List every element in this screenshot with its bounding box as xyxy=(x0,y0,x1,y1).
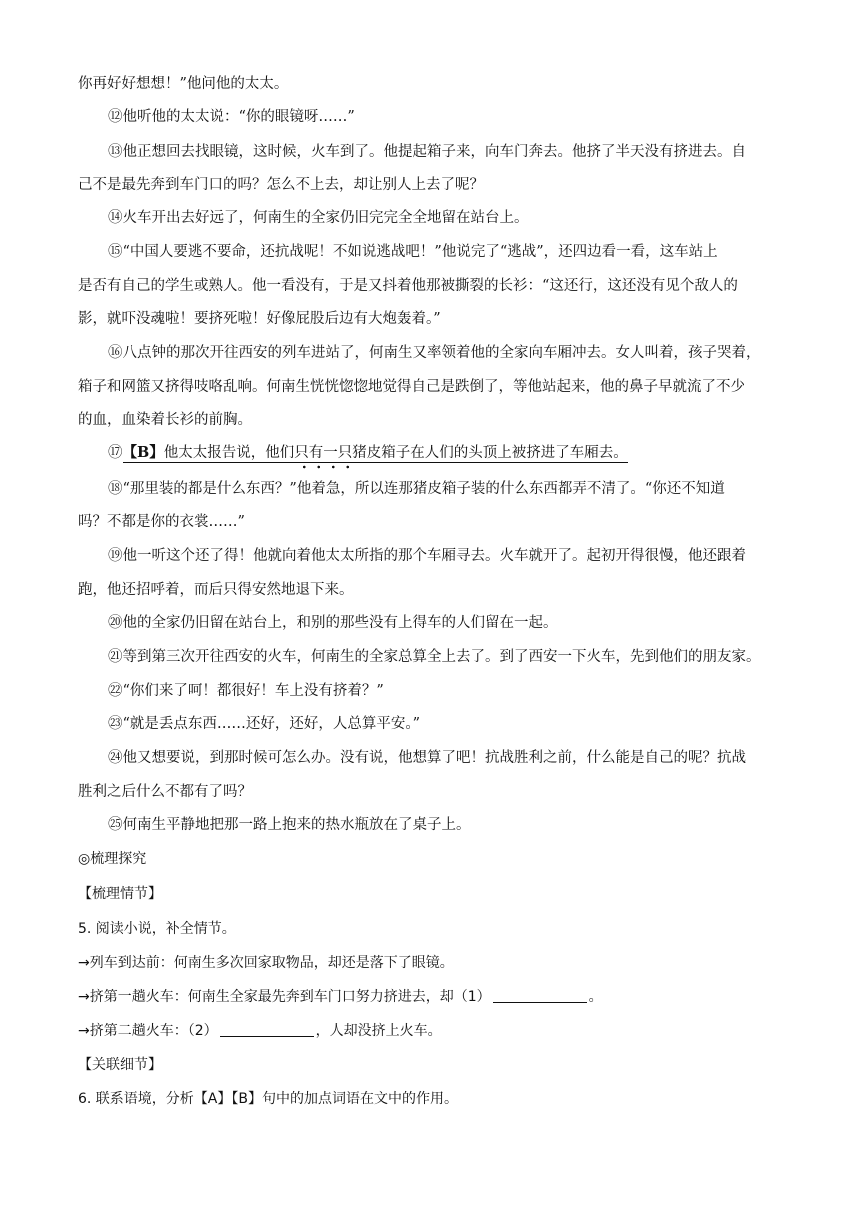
sentence-text: 他太太报告说，他们 xyxy=(163,445,295,461)
paragraph-20: ⑳他的全家仍旧留在站台上，和别的那些没有上得车的人们留在一起。 xyxy=(108,615,558,631)
paragraph-14: ⑭火车开出去好远了，何南生的全家仍旧完完全全地留在站台上。 xyxy=(108,210,529,226)
paragraph-15-line-1: ⑮“中国人要逃不要命，还抗战呢！不如说逃战吧！”他说完了“逃战”，还四边看一看，这车站上 xyxy=(108,244,718,260)
paragraph-16-line-1: ⑯八点钟的那次开往西安的列车进站了，何南生又率领着他的全家向车厢冲去。女人叫着，孩子哭着， xyxy=(108,345,761,361)
paragraph-13-line-2: 己不是最先奔到车门口的吗？怎么不上去，却让别人上去了呢？ xyxy=(78,177,484,193)
paragraph-23: ㉓“就是丢点东西……还好，还好，人总算平安。” xyxy=(108,716,421,732)
item-text: →挤第二趟火车：（2） xyxy=(78,1023,218,1039)
subsection-heading-plot: 【梳理情节】 xyxy=(78,886,162,902)
sentence-tag-b: 【B】 xyxy=(122,444,164,461)
paragraph-18-line-1: ⑱“那里装的都是什么东西？”他着急，所以连那猪皮箱子装的什么东西都弄不清了。“你还不知道 xyxy=(108,481,725,497)
item-text: →挤第一趟火车：何南生全家最先奔到车门口努力挤进去，却（1） xyxy=(78,989,491,1005)
paragraph-19-line-1: ⑲他一听这个还了得！他就向着他太太所指的那个车厢寻去。火车就开了。起初开得很慢，他还跟着 xyxy=(108,548,746,564)
paragraph-line: 你再好好想想！”他问他的太太。 xyxy=(78,76,289,92)
paragraph-25: ㉕何南生平静地把那一路上抱来的热水瓶放在了桌子上。 xyxy=(108,817,471,833)
paragraph-number: ⑰ xyxy=(108,445,123,461)
paragraph-15-line-3: 影，就吓没魂啦！要挤死啦！好像屁股后边有大炮轰着。” xyxy=(78,311,441,327)
paragraph-24-line-2: 胜利之后什么不都有了吗？ xyxy=(78,784,252,800)
question-5-item-2 xyxy=(78,987,603,1007)
paragraph-13-line-1: ⑬他正想回去找眼镜，这时候，火车到了。他提起箱子来，向车门奔去。他挤了半天没有挤进去。自 xyxy=(108,144,746,160)
question-5: 5. 阅读小说，补全情节。 xyxy=(78,921,236,937)
section-heading: ◎梳理探究 xyxy=(78,851,147,867)
paragraph-17 xyxy=(108,443,628,463)
paragraph-16-line-2: 箱子和网篮又挤得吱咯乱响。何南生恍恍惚惚地觉得自己是跌倒了，等他站起来，他的鼻子早就流了不少 xyxy=(78,379,745,395)
paragraph-15-line-2: 是否有自己的学生或熟人。他一看没有，于是又抖着他那被撕裂的长衫：“这还行，这还没有见个敌人的 xyxy=(78,278,738,294)
paragraph-19-line-2: 跑，他还招呼着，而后只得安然地退下来。 xyxy=(78,582,354,598)
item-text: ，人却没挤上火车。 xyxy=(315,1023,442,1039)
paragraph-22: ㉒“你们来了呵！都很好！车上没有挤着？” xyxy=(108,683,384,699)
paragraph-12: ⑫他听他的太太说：“你的眼镜呀……” xyxy=(108,109,355,125)
dotted-emphasis-words: 只有一只 xyxy=(294,445,353,461)
item-text: 。 xyxy=(588,989,603,1005)
subsection-heading-details: 【关联细节】 xyxy=(78,1057,162,1073)
question-5-item-3 xyxy=(78,1021,442,1041)
sentence-text: 猪皮箱子在人们的头顶上被挤进了车厢去。 xyxy=(352,445,628,461)
paragraph-16-line-3: 的血，血染着长衫的前胸。 xyxy=(78,412,252,428)
answer-blank-1[interactable] xyxy=(493,987,587,1003)
question-5-item-1: →列车到达前：何南生多次回家取物品，却还是落下了眼镜。 xyxy=(78,955,454,971)
paragraph-18-line-2: 吗？不都是你的衣裳……” xyxy=(78,514,245,530)
answer-blank-2[interactable] xyxy=(220,1021,314,1037)
paragraph-21: ㉑等到第三次开往西安的火车，何南生的全家总算全上去了。到了西安一下火车，先到他们的朋友家。 xyxy=(108,649,761,665)
paragraph-24-line-1: ㉔他又想要说，到那时候可怎么办。没有说，他想算了吧！抗战胜利之前，什么能是自己的呢？抗战 xyxy=(108,750,746,766)
question-6: 6. 联系语境，分析【A】【B】句中的加点词语在文中的作用。 xyxy=(78,1091,458,1107)
